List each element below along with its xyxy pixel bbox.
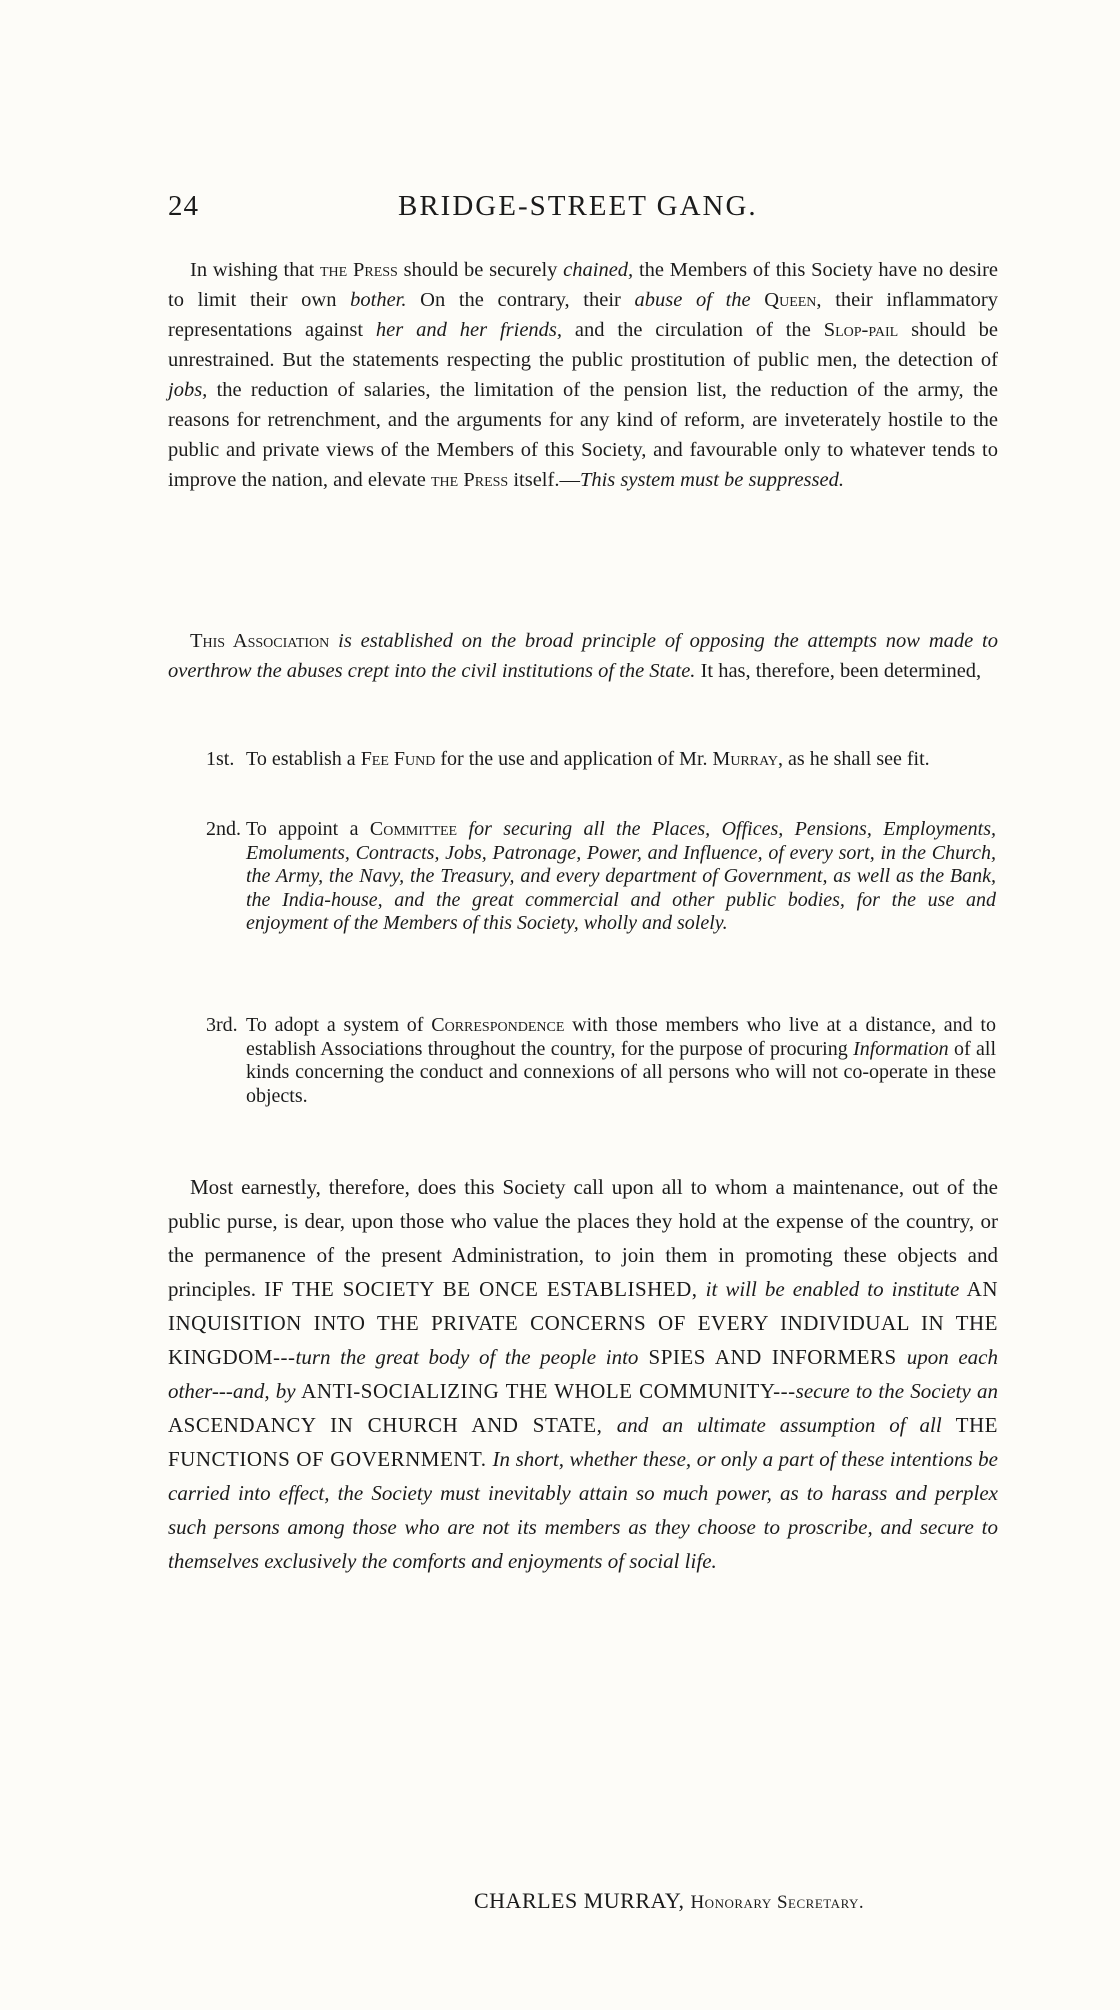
list-item-committee: [206, 818, 996, 936]
text-run: of all kinds concerning the conduct and connexions of all persons who will not co-operate in these objects.: [246, 1037, 997, 1107]
signature: [474, 1888, 864, 1914]
text-run: Correspondence: [431, 1014, 565, 1036]
text-run: Queen: [750, 289, 817, 311]
text-run: ANTI-SOCIALIZING THE WHOLE COMMUNITY---: [295, 1379, 796, 1403]
text-run: the reduction of salaries, the limitation of the pension list, the reduction of the army, the reasons for retrenchment, and the arguments for any kind of reform, are inveterately hostile to the public and private views of the Members of this Society, and favourable only to whatever tends to improve the nation, and elevate: [168, 379, 998, 491]
list-item-correspondence: [206, 1014, 996, 1108]
list-item-fee-fund: [206, 748, 996, 772]
list-number: 1st.: [206, 748, 235, 770]
text-run: bother.: [350, 289, 407, 311]
text-run: the Press: [431, 469, 509, 491]
text-run: should be unrestrained. But the statements respecting the public prostitution of public men, the detection of: [168, 319, 998, 371]
signature-name: CHARLES MURRAY,: [474, 1888, 685, 1913]
text-run: upon each other---and, by: [168, 1345, 998, 1403]
text-run: should be securely: [397, 259, 564, 281]
text-run: To appoint a: [246, 818, 370, 840]
text-run: Fee Fund: [360, 748, 436, 770]
text-run: In short, whether these, or only a part of these intentions be carried into effect, the Society must inevitably attain so much power, as to harass and perplex such persons among those who are not its members as they choose to proscribe, and secure to themselves exclusively the comforts and enjoyments of social life.: [168, 1447, 999, 1573]
text-run: abuse of the: [634, 289, 751, 311]
text-run: her and her friends,: [375, 319, 563, 341]
text-run: This Association: [190, 630, 330, 652]
text-run: AN INQUISITION INTO THE PRIVATE CONCERNS OF EVERY INDIVIDUAL IN THE KINGDOM---: [168, 1277, 999, 1369]
text-run: Slop-pail: [823, 319, 899, 341]
running-title: BRIDGE-STREET GANG.: [398, 190, 758, 222]
text-run: On the contrary, their: [406, 289, 635, 311]
signature-role: Honorary Secretary.: [690, 1892, 865, 1913]
list-number: 2nd.: [206, 818, 241, 840]
text-run: chained,: [563, 259, 634, 281]
text-run: Committee: [369, 818, 458, 840]
text-run: and an ultimate assumption of all: [616, 1413, 942, 1437]
text-run: To adopt a system of: [246, 1014, 432, 1036]
paragraph-press: [168, 255, 998, 495]
text-run: turn the great body of the people into: [295, 1345, 639, 1369]
text-run: In wishing that: [190, 259, 320, 281]
text-run: , as he shall see fit.: [778, 748, 930, 770]
paragraph-association: [168, 626, 998, 686]
text-run: Information: [853, 1037, 949, 1060]
text-run: it will be enabled to institute: [697, 1277, 960, 1301]
list-number: 3rd.: [206, 1014, 238, 1036]
text-run: , their inflammatory representations against: [168, 289, 998, 341]
text-run: To establish a: [246, 748, 361, 770]
text-run: jobs,: [168, 379, 208, 401]
text-run: itself.—: [508, 469, 580, 491]
text-run: the Members of this Society have no desire to limit their own: [168, 259, 998, 311]
text-run: for the use and application of Mr.: [435, 748, 713, 770]
text-run: for securing all the Places, Offices, Pensions, Employments, Emoluments, Contracts, Jobs, Patronage, Power, and Influence, of every sort, in the Church, the Army, the Navy, the Treasury, and every department of Government, as well as the Bank, the India-house, and the great commercial and other public bodies, for the use and enjoyment of the Members of this Society, wholly and solely.: [246, 818, 996, 934]
text-run: the Press: [320, 259, 398, 281]
text-run: SPIES AND INFORMERS: [638, 1345, 907, 1369]
page-header: [168, 190, 998, 234]
text-run: This system must be suppressed.: [579, 469, 844, 491]
text-run: ASCENDANCY IN CHURCH AND STATE,: [168, 1413, 617, 1437]
text-run: It has, therefore, been determined,: [695, 660, 982, 682]
page-number: 24: [168, 190, 199, 222]
text-run: secure to the Society an: [795, 1379, 998, 1403]
text-run: and the circulation of the: [562, 319, 824, 341]
text-run: is established on the broad principle of opposing the attempts now made to overthrow the abuses crept into the civil institutions of the State.: [168, 630, 999, 682]
text-run: IF THE SOCIETY BE ONCE ESTABLISHED,: [264, 1277, 698, 1301]
text-run: Murray: [712, 748, 779, 770]
text-run: with those members who live at a distance, and to establish Associations throughout the country, for the purpose of procuring: [246, 1014, 996, 1060]
paragraph-appeal: [168, 1170, 998, 1578]
text-run: THE FUNCTIONS OF GOVERNMENT.: [168, 1413, 998, 1471]
text-run: Most earnestly, therefore, does this Society call upon all to whom a maintenance, out of the public purse, is dear, upon those who value the places they hold at the expense of the country, or the permanence of the present Administration, to join them in promoting these objects and principles.: [168, 1175, 998, 1301]
